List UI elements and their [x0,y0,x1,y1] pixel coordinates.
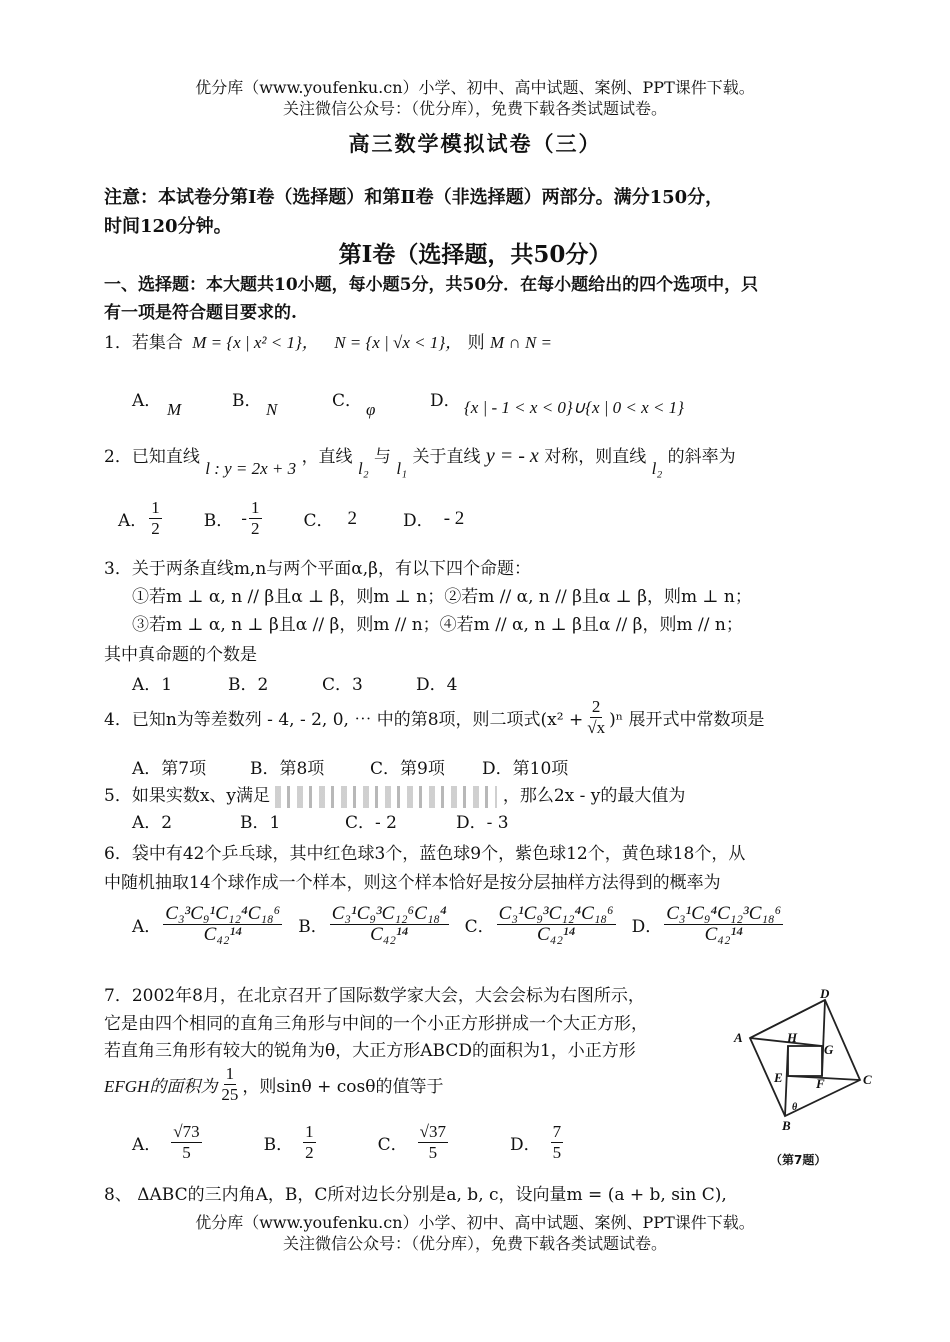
q6-option-c [497,904,616,945]
q7-line-1: 7．2002年8月，在北京召开了国际数学家大会，大会会标为右图所示， [104,986,645,1006]
q2-b-sign: - [241,508,248,529]
q7-line-4b: ，则sinθ + cosθ的值等于 [242,1077,444,1097]
q7-c-den: 5 [428,1143,438,1162]
vertex-b: B [782,1118,791,1133]
q2-a-num: 1 [151,498,160,517]
q2-l2-b: l₂ [651,459,663,478]
q2-a-den: 2 [151,519,160,538]
q7-option-b [303,1122,316,1163]
question-1-stem [104,328,552,353]
q5-stem-2: ，那么2x - y的最大值为 [502,786,686,806]
q7-b-num: 1 [305,1122,314,1141]
q4-option-c: C．第9项 [370,759,445,779]
triangle-line-1 [750,1038,822,1046]
vertex-d: D [820,988,830,1001]
q7-figure [730,988,880,1172]
vertex-g: G [824,1042,834,1057]
q7-frac-num: 1 [225,1064,235,1083]
q3-option-c: C．3 [322,675,363,695]
question-2-stem [104,442,736,478]
vertex-c: C [863,1072,872,1087]
q5-constraint-image [275,786,497,808]
q4-stem-2: )ⁿ 展开式中常数项是 [609,710,765,730]
q7-options [132,1122,565,1163]
q7-option-d [551,1122,564,1163]
q1-label-d: D． [430,391,461,411]
q6-label-a: A． [132,917,162,937]
q4-option-d: D．第10项 [482,759,569,779]
q2-options [118,498,464,539]
notice-line-1: 注意：本试卷分第Ⅰ卷（选择题）和第Ⅱ卷（非选择题）两部分。满分150分， [104,187,724,208]
q7-label-c: C． [377,1135,408,1155]
q1-stem-text: 1．若集合 [104,333,183,353]
q4-option-a: A．第7项 [132,759,207,779]
q7-d-num: 7 [552,1122,562,1141]
q6-options [132,904,785,945]
q7-label-b: B． [263,1135,294,1155]
q2-stem-text: 2．已知直线 [104,447,200,467]
q6-b-num: C₃¹C₉³C₁₂⁶C₁₈⁴ [331,903,447,924]
q6-b-den: C₄₂¹⁴ [370,924,409,945]
q7-a-num: √73 [173,1122,200,1141]
q7-option-c [418,1122,448,1163]
q6-c-den: C₄₂¹⁴ [537,924,576,945]
q5-option-d: D．- 3 [456,813,509,833]
q2-option-c: 2 [347,507,358,529]
q6-line-1: 6．袋中有42个乒乓球，其中红色球3个，蓝色球9个，紫色球12个，黄色球18个，从 [104,844,746,864]
q3-option-d: D．4 [416,675,458,695]
q1-set-m: M = {x | x² < 1}， [192,333,319,352]
q2-l1: l₁ [396,459,408,478]
q6-label-c: C． [464,917,495,937]
q2-option-b [249,498,262,539]
page-title: 高三数学模拟试卷（三） [348,131,602,156]
q6-option-d [664,904,783,945]
q2-b-num: 1 [251,498,260,517]
q1-option-c: φ [366,400,376,419]
q2-line-l: l : y = 2x + 3 [205,459,297,478]
q7-c-num: √37 [419,1122,446,1141]
q7-b-den: 2 [305,1143,314,1162]
q7-line-4 [104,1064,443,1105]
q7-frac-den: 25 [221,1085,239,1104]
q6-d-den: C₄₂¹⁴ [704,924,743,945]
q7-d-den: 5 [552,1143,562,1162]
q2-option-d: - 2 [443,507,465,529]
q4-frac-den: √x [587,718,606,737]
figure-caption: （第7题） [770,1153,827,1167]
q3-propositions-2: ③若m ⊥ α, n ⊥ β且α // β，则m // n；④若m // α, n ⊥ β且α // β，则m // n； [132,615,743,635]
q2-label-b: B． [203,511,234,531]
intro-line-2: 有一项是符合题目要求的. [104,303,297,323]
q1-set-n: N = {x | √x < 1}， [334,333,463,352]
q3-option-a: A．1 [132,675,173,695]
q4-frac-num: 2 [591,697,601,716]
q1-label-b: B． [232,391,262,411]
q7-area-fraction [219,1064,240,1105]
q6-label-b: B． [298,917,328,937]
q3-ask: 其中真命题的个数是 [104,645,257,665]
question-4-stem [104,697,764,738]
outer-square [750,1000,860,1116]
q7-line-4a: EFGH的面积为 [104,1077,218,1096]
q3-stem: 3．关于两条直线m,n与两个平面α,β，有以下四个命题： [104,559,531,579]
q5-option-c: C．- 2 [345,813,397,833]
footer-line-1: 优分库（www.youfenku.cn）小学、初中、高中试题、案例、PPT课件下载。 [195,1213,755,1232]
q1-then: 则 [467,333,485,353]
q2-mid: ，直线 [301,447,353,467]
q2-yx: y = - x [485,445,539,467]
section-heading: 第Ⅰ卷（选择题，共50分） [338,241,612,268]
q6-line-2: 中随机抽取14个球作成一个样本，则这个样本恰好是按分层抽样方法得到的概率为 [104,873,721,893]
q7-line-2: 它是由四个相同的直角三角形与中间的一个小正方形拼成一个大正方形， [104,1014,648,1034]
q7-label-a: A． [132,1135,162,1155]
q3-option-b: B．2 [228,675,269,695]
q6-label-d: D． [631,917,663,937]
q2-b-den: 2 [251,519,260,538]
q4-stem-1: 4．已知n为等差数列 - 4, - 2, 0, ⋯ 中的第8项，则二项式(x² + [104,710,584,730]
q6-c-num: C₃¹C₉³C₁₂⁴C₁₈⁶ [498,903,614,924]
q1-option-d: {x | - 1 < x < 0}∪{x | 0 < x < 1} [464,398,684,417]
q2-label-c: C． [303,511,334,531]
q2-about: 关于直线 [412,447,481,467]
vertex-a: A [734,1030,743,1045]
inner-square [788,1046,822,1076]
q5-option-b: B．1 [240,813,281,833]
q5-option-a: A．2 [132,813,173,833]
header-line-1: 优分库（www.youfenku.cn）小学、初中、高中试题、案例、PPT课件下载。 [195,78,755,97]
q8-stem: 8、 ΔABC的三内角A，B，C所对边长分别是a, b, c，设向量m = (a + b, sin C), [104,1185,727,1205]
q6-d-num: C₃¹C₉⁴C₁₂³C₁₈⁶ [666,903,782,924]
q4-option-b: B．第8项 [250,759,325,779]
q1-option-b: N [266,400,278,419]
q6-option-b [330,904,449,945]
q2-with: 与 [374,447,392,467]
q1-label-c: C． [332,391,363,411]
q1-option-a: M [167,400,182,419]
q1-expression: M ∩ N = [490,333,552,352]
angle-theta: θ [792,1102,798,1113]
notice-line-2: 时间120分钟。 [104,216,232,237]
q5-stem-1: 5．如果实数x、y满足 [104,786,271,806]
q2-label-d: D． [403,511,434,531]
q2-label-a: A． [118,511,148,531]
footer-line-2: 关注微信公众号：（优分库），免费下载各类试题试卷。 [282,1234,667,1253]
intro-line-1: 一、选择题：本大题共10小题，每小题5分，共50分．在每小题给出的四个选项中，只 [104,275,759,295]
vertex-h: H [787,1030,798,1045]
q7-line-3: 若直角三角形有较大的锐角为θ，大正方形ABCD的面积为1，小正方形 [104,1041,636,1061]
q7-a-den: 5 [182,1143,191,1162]
vertex-e: E [774,1070,783,1085]
q7-option-a [171,1122,201,1163]
q1-label-a: A． [132,391,162,411]
vertex-f: F [816,1076,825,1091]
q2-tail: 对称，则直线 [544,447,647,467]
question-5-stem [104,781,685,808]
q2-end: 的斜率为 [667,447,736,467]
q6-a-num: C₃³C₉¹C₁₂⁴C₁₈⁶ [165,903,281,924]
q2-l2: l₂ [357,459,369,478]
header-line-2: 关注微信公众号：（优分库），免费下载各类试题试卷。 [282,99,667,118]
q7-label-d: D． [509,1135,541,1155]
q6-a-den: C₄₂¹⁴ [203,924,242,945]
q2-option-a [149,498,162,539]
q4-fraction [585,697,607,738]
q6-option-a [163,904,282,945]
q3-propositions-1: ①若m ⊥ α, n // β且α ⊥ β，则m ⊥ n；②若m // α, n // β且α ⊥ β，则m ⊥ n； [132,587,752,607]
